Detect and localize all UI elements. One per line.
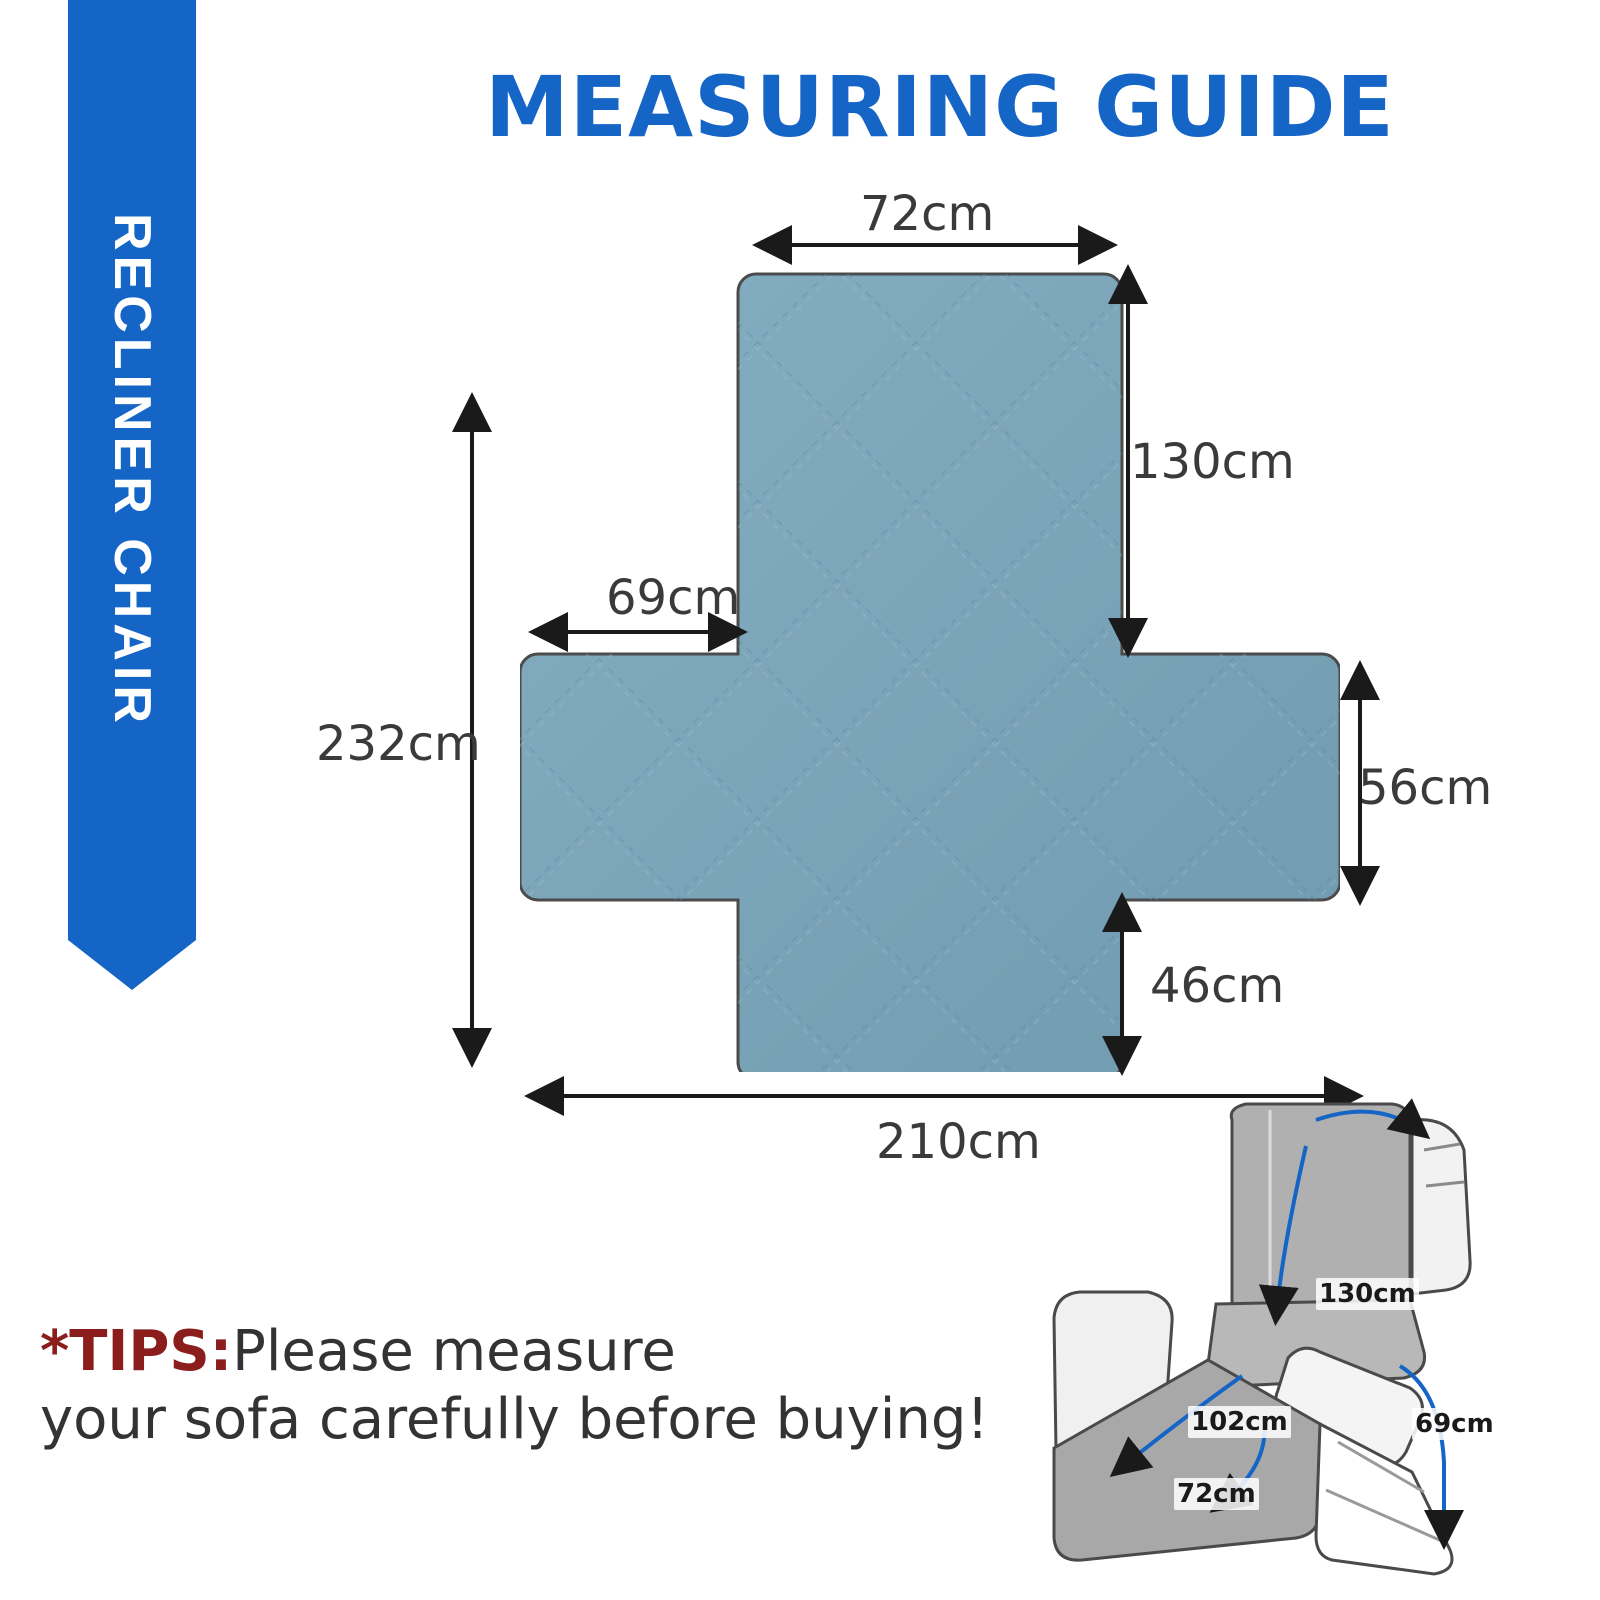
recliner-label-back: 130cm bbox=[1316, 1278, 1419, 1310]
dimension-band-height: 56cm bbox=[1358, 760, 1493, 816]
page-title: MEASURING GUIDE bbox=[485, 58, 1395, 156]
recliner-svg bbox=[1020, 1090, 1580, 1590]
ribbon-label: RECLINER CHAIR bbox=[103, 212, 161, 728]
recliner-label-seat-width: 72cm bbox=[1174, 1478, 1259, 1510]
tips-text bbox=[40, 1318, 1080, 1455]
dimension-total-height: 232cm bbox=[316, 716, 481, 772]
tips-line2: your sofa carefully before buying! bbox=[40, 1387, 989, 1453]
dimension-arm-width: 69cm bbox=[606, 570, 741, 626]
recliner-label-seat-depth: 102cm bbox=[1188, 1406, 1291, 1438]
tips-line1: Please measure bbox=[232, 1319, 676, 1384]
recliner-illustration bbox=[1020, 1090, 1580, 1590]
tips-keyword: *TIPS: bbox=[40, 1319, 233, 1384]
recliner-label-arm: 69cm bbox=[1412, 1408, 1497, 1440]
dimension-total-width: 210cm bbox=[876, 1114, 1041, 1170]
dimension-top-width: 72cm bbox=[860, 186, 995, 242]
dimension-skirt-height: 46cm bbox=[1150, 958, 1285, 1014]
dimension-back-height: 130cm bbox=[1130, 434, 1295, 490]
